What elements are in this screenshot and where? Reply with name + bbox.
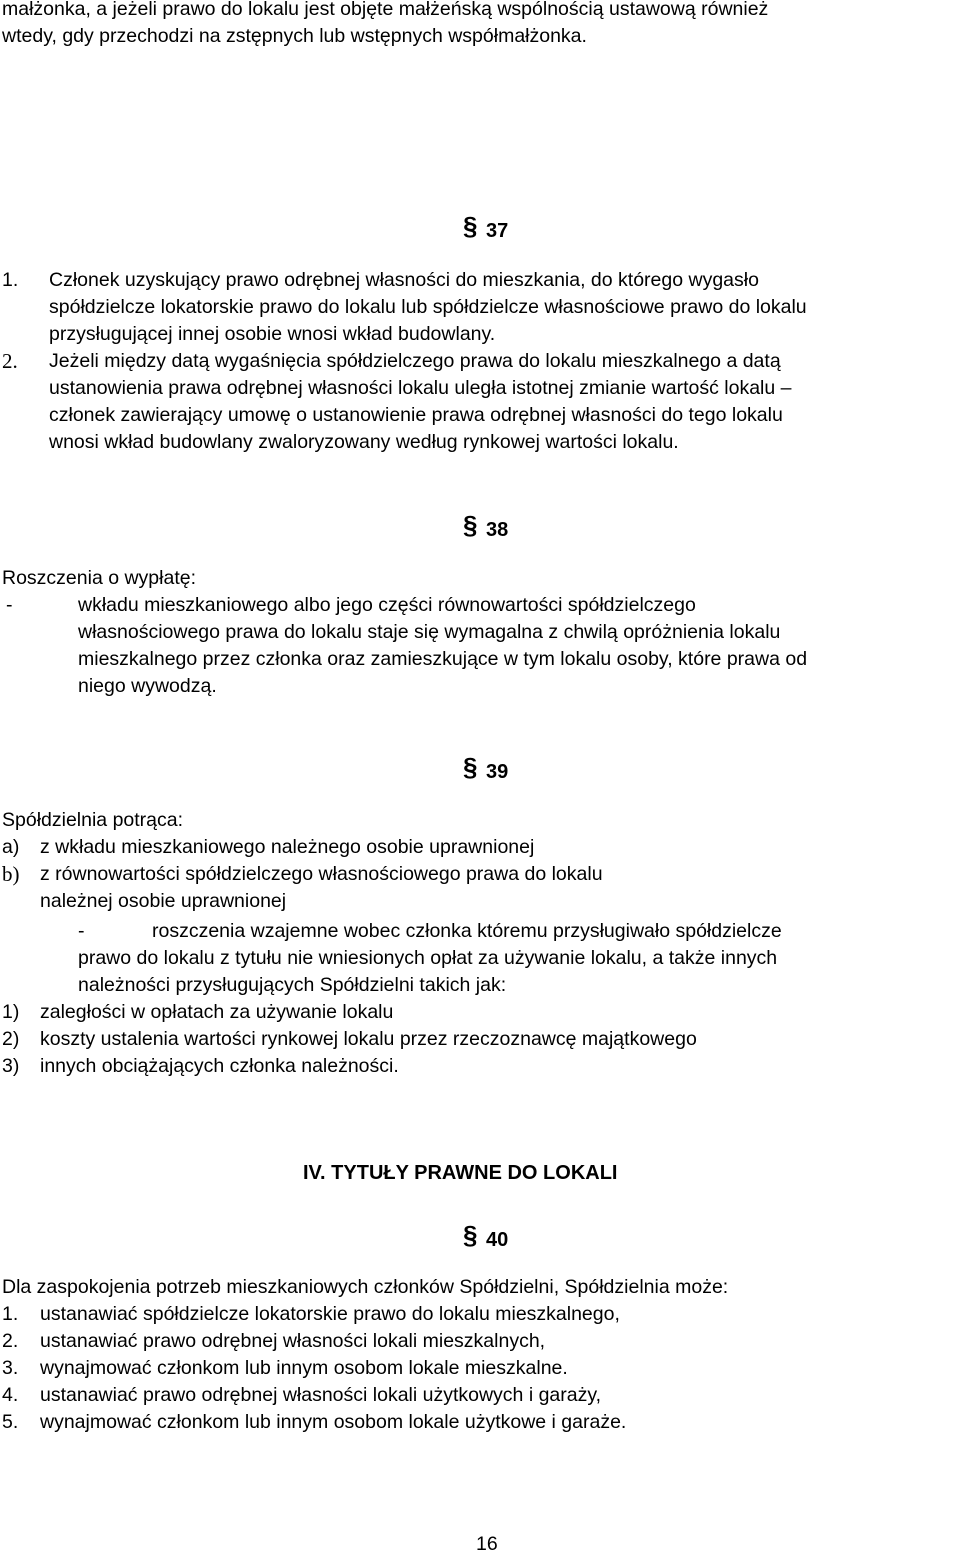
section-37-point-1 [49,267,807,348]
list-number: 3) [2,1055,20,1077]
paragraph-line: wkładu mieszkaniowego albo jego części równowartości spółdzielczego [78,594,696,616]
section-number: 39 [486,761,509,783]
list-number: 2) [2,1028,20,1050]
list-number: 4. [2,1384,19,1406]
paragraph-line: z równowartości spółdzielczego własnościowego prawa do lokalu [40,863,603,885]
paragraph-line: prawo do lokalu z tytułu nie wniesionych opłat za używanie lokalu, a także innych [78,947,778,969]
section-sign-icon [462,752,480,782]
list-letter: a) [2,836,20,858]
dash-bullet: - [78,920,85,942]
paragraph-line: członek zawierający umowę o ustanowienie prawa odrębnej własności do tego lokalu [49,404,783,426]
section-number: 40 [486,1229,509,1251]
intro-paragraph [2,0,768,50]
paragraph-line: spółdzielcze lokatorskie prawo do lokalu lub spółdzielcze własnościowe prawo do lokalu [49,296,807,318]
svg-text:§: § [463,1220,478,1250]
list-letter: b) [2,862,20,886]
section-37-header [462,211,508,245]
section-39-lead: Spółdzielnia potrąca: [2,809,184,831]
section-39-header [462,752,508,786]
paragraph-line: Członek uzyskujący prawo odrębnej własności do mieszkania, do którego wygasło [49,269,759,291]
list-number: 3. [2,1357,19,1379]
paragraph-line: własnościowego prawa do lokalu staje się wymagalna z chwilą opróżnienia lokalu [78,621,781,643]
claims-text [78,945,777,999]
paragraph-line: przysługującej innej osobie wnosi wkład budowlany. [49,323,496,345]
section-38-header [462,510,508,544]
list-item-text [40,861,603,915]
list-item-text: zaległości w opłatach za używanie lokalu [40,1001,394,1023]
list-item-text: wynajmować członkom lub innym osobom lokale mieszkalne. [40,1357,568,1379]
svg-text:§: § [463,752,478,782]
list-item-text: wynajmować członkom lub innym osobom lokale użytkowe i garaże. [40,1411,627,1433]
section-38-text [78,592,807,700]
list-number: 5. [2,1411,19,1433]
dash-bullet: - [6,594,13,616]
section-40-lead: Dla zaspokojenia potrzeb mieszkaniowych członków Spółdzielni, Spółdzielnia może: [2,1276,729,1298]
list-item-text: ustanawiać spółdzielcze lokatorskie prawo do lokalu mieszkalnego, [40,1303,620,1325]
list-item-text: ustanawiać prawo odrębnej własności lokali mieszkalnych, [40,1330,546,1352]
list-number: 1. [2,1303,19,1325]
section-sign-icon [462,1220,480,1250]
paragraph-line: Jeżeli między datą wygaśnięcia spółdzielczego prawa do lokalu mieszkalnego a datą [49,350,781,372]
paragraph-line: mieszkalnego przez członka oraz zamieszkujące w tym lokalu osoby, które prawa od [78,648,808,670]
list-item-text: innych obciążających członka należności. [40,1055,399,1077]
list-number: 2. [2,349,18,373]
svg-text:§: § [463,211,478,241]
section-37-point-2 [49,348,792,456]
list-number: 1) [2,1001,20,1023]
list-item-text: z wkładu mieszkaniowego należnego osobie uprawnionej [40,836,535,858]
paragraph-line: wnosi wkład budowlany zwaloryzowany według rynkowej wartości lokalu. [49,431,679,453]
list-number: 1. [2,269,19,291]
section-40-header [462,1220,508,1254]
svg-text:§: § [463,510,478,540]
list-item-text: ustanawiać prawo odrębnej własności lokali użytkowych i garaży, [40,1384,602,1406]
paragraph-line: należności przysługujących Spółdzielni takich jak: [78,974,507,996]
chapter-heading: IV. TYTUŁY PRAWNE DO LOKALI [303,1162,618,1184]
section-sign-icon [462,510,480,540]
paragraph-line: należnej osobie uprawnionej [40,890,287,912]
section-number: 37 [486,220,509,242]
section-38-lead: Roszczenia o wypłatę: [2,567,197,589]
section-sign-icon [462,211,480,241]
paragraph-line: ustanowienia prawa odrębnej własności lokalu uległa istotnej zmianie wartość lokalu – [49,377,792,399]
intro-line: wtedy, gdy przechodzi na zstępnych lub wstępnych współmałżonka. [2,25,587,47]
page-number: 16 [476,1533,498,1555]
list-item-text: koszty ustalenia wartości rynkowej lokalu przez rzeczoznawcę majątkowego [40,1028,697,1050]
intro-line: małżonka, a jeżeli prawo do lokalu jest objęte małżeńską wspólnością ustawową również [2,0,769,20]
section-number: 38 [486,519,509,541]
paragraph-line: roszczenia wzajemne wobec członka któremu przysługiwało spółdzielcze [152,920,782,942]
list-number: 2. [2,1330,19,1352]
paragraph-line: niego wywodzą. [78,675,217,697]
